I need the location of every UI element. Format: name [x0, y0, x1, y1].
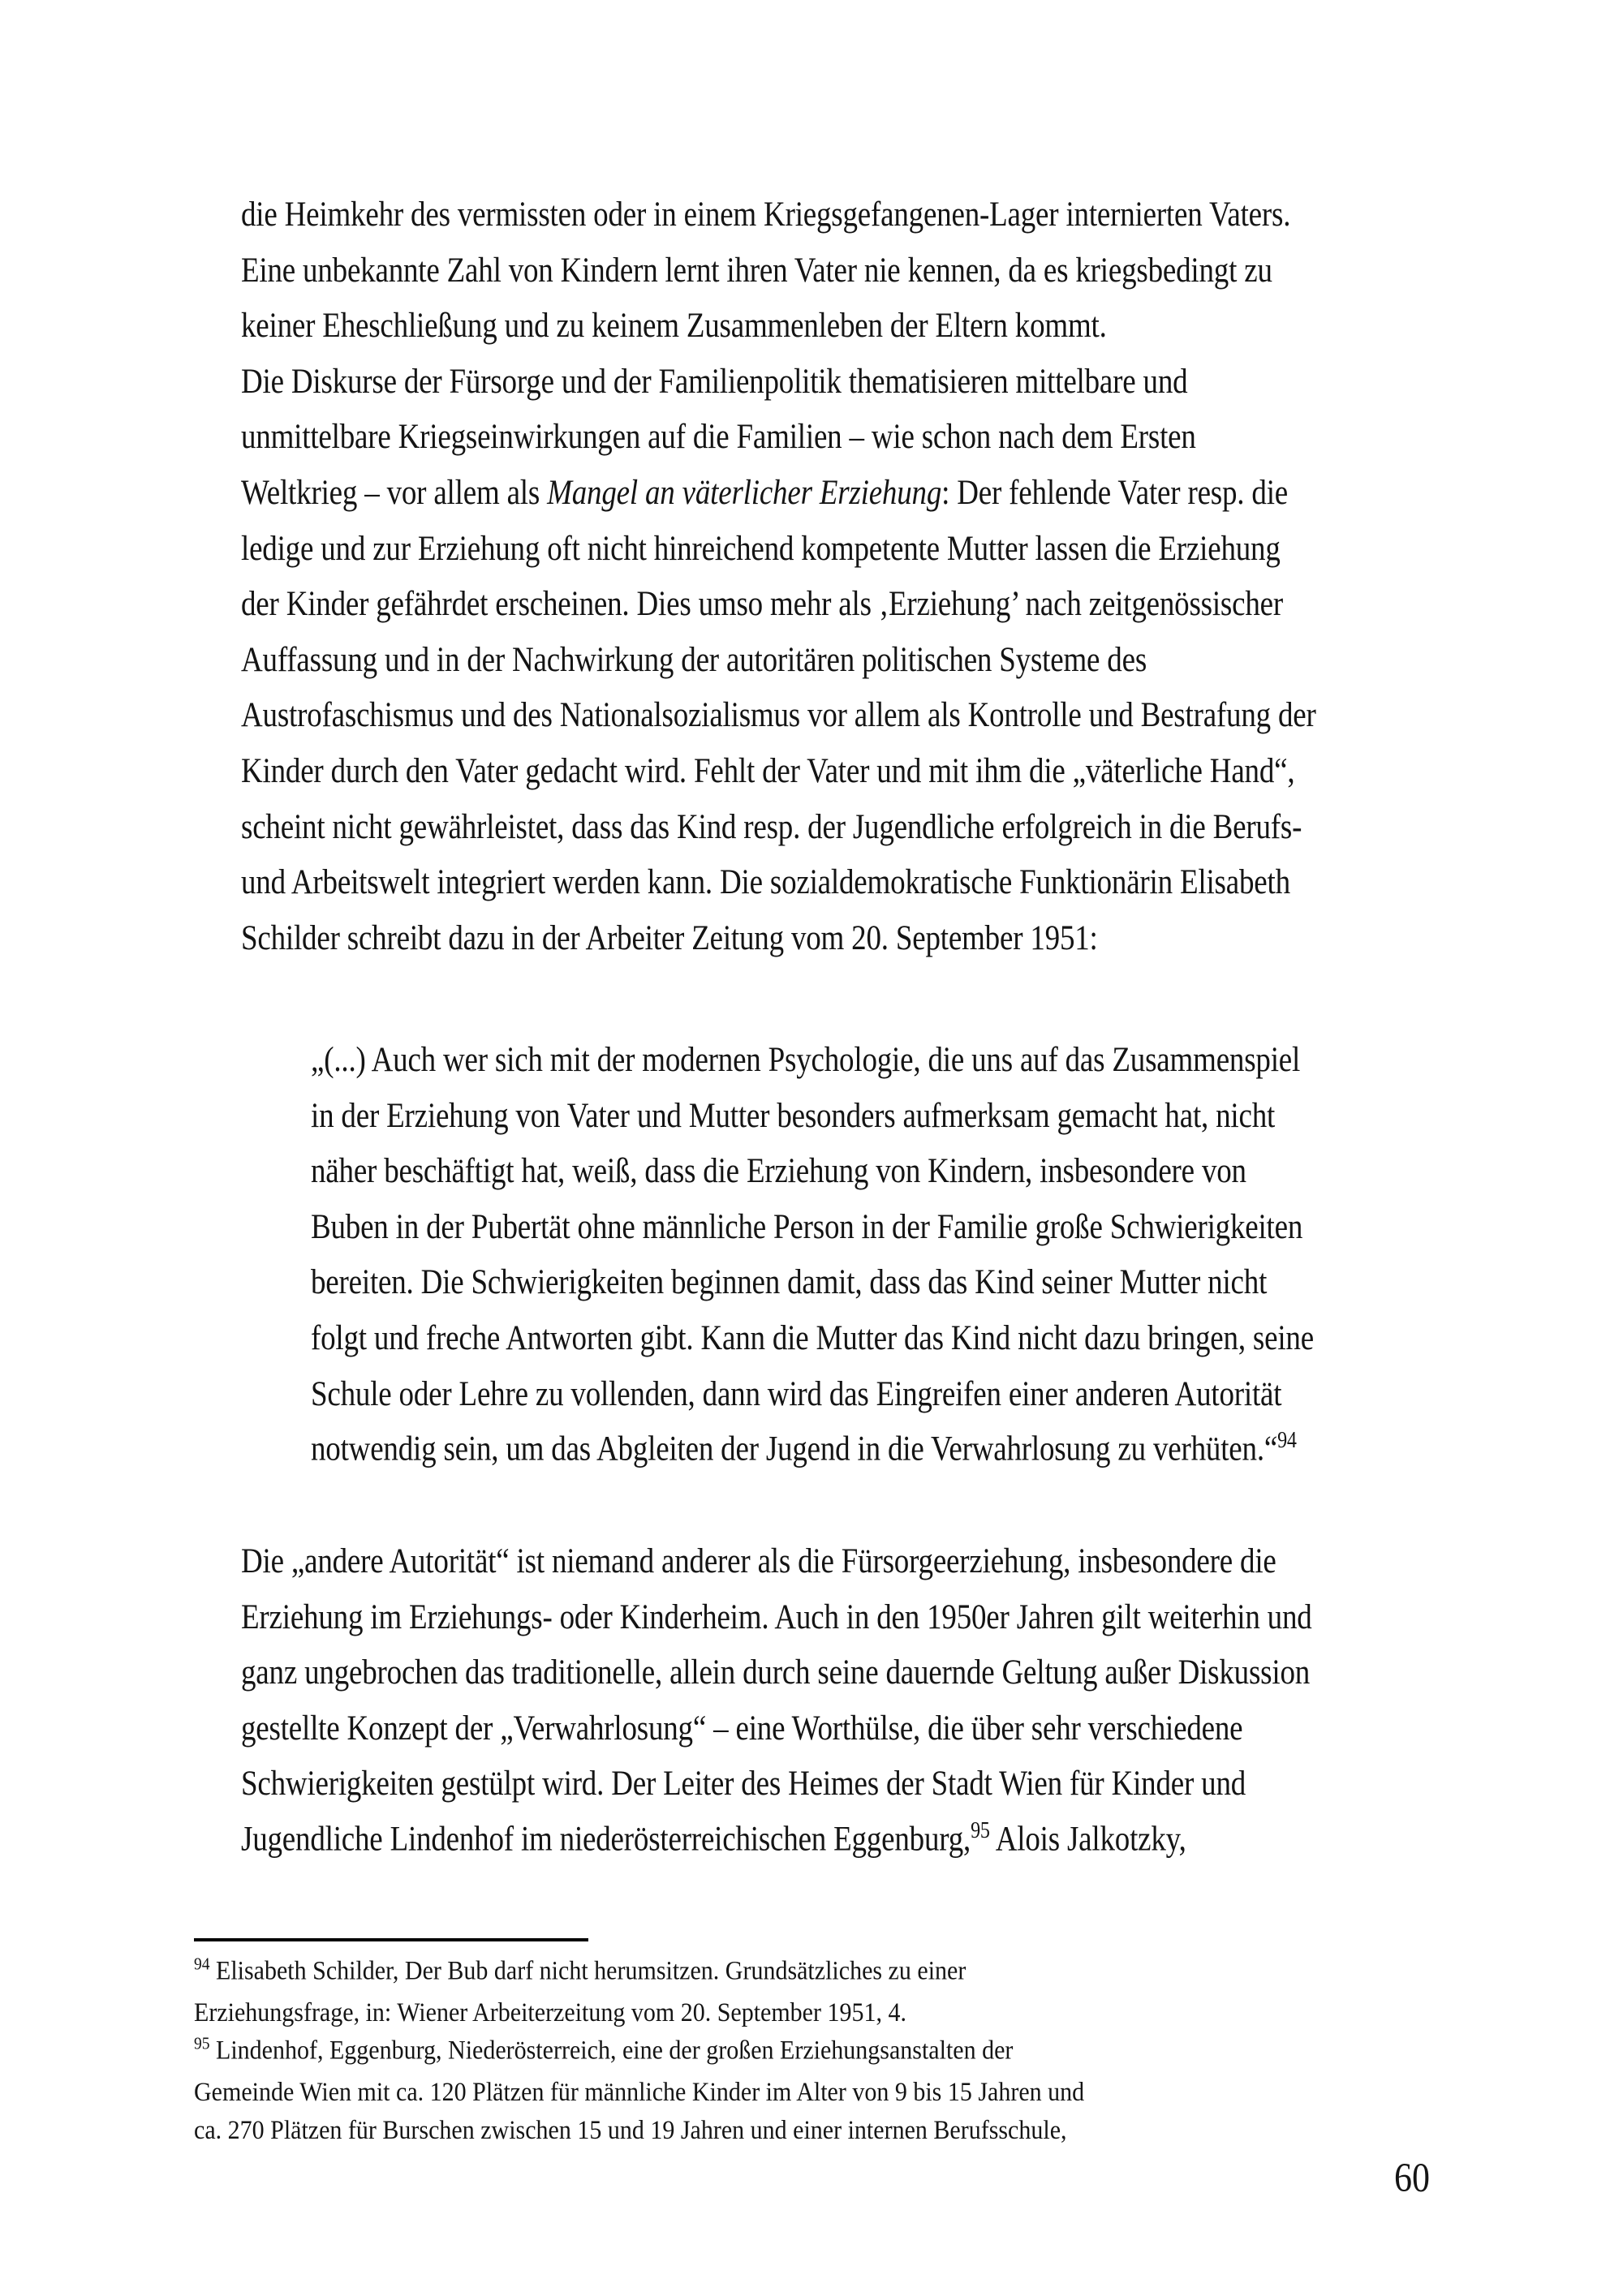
text-run: „(...) Auch wer sich mit der modernen Psychologie, die uns auf das Zusammenspiel — [311, 1040, 1301, 1080]
footnote-95 — [194, 2032, 1460, 2149]
footnote-separator — [194, 1938, 588, 1941]
page-number: 60 — [1394, 2155, 1430, 2201]
block-quote — [311, 1033, 1463, 1481]
body-text-continued — [241, 1534, 1474, 1872]
text-run: Lindenhof, Eggenburg, Niederösterreich, eine der großen Erziehungsanstalten der — [209, 2036, 1014, 2066]
text-line — [311, 1417, 1463, 1487]
paragraph-1 — [241, 187, 1474, 355]
italic-text: Mangel an väterlicher Erziehung — [547, 473, 942, 513]
text-line — [194, 1992, 1460, 2034]
text-line — [194, 1950, 1460, 1995]
text-run: ca. 270 Plätzen für Burschen zwischen 15 und 19 Jahren und einer internen Berufsschule, — [194, 2115, 1067, 2145]
text-run: unmittelbare Kriegseinwirkungen auf die Familien – wie schon nach dem Ersten — [241, 417, 1196, 457]
text-run: Schule oder Lehre zu vollenden, dann wird das Eingreifen einer anderen Autorität — [311, 1374, 1282, 1414]
text-run: Kinder durch den Vater gedacht wird. Fehlt der Vater und mit ihm die „väterliche Hand“, — [241, 751, 1295, 791]
text-run: Erziehung im Erziehungs- oder Kinderheim. Auch in den 1950er Jahren gilt weiterhin und — [241, 1597, 1312, 1637]
text-run: Weltkrieg – vor allem als — [241, 473, 548, 513]
text-run: keiner Eheschließung und zu keinem Zusammenleben der Eltern kommt. — [241, 306, 1107, 346]
text-run: scheint nicht gewährleistet, dass das Kind resp. der Jugendliche erfolgreich in die Berufs- — [241, 806, 1302, 847]
footnotes — [194, 1952, 1460, 2149]
text-run: : Der fehlende Vater resp. die — [941, 473, 1288, 513]
text-run: ganz ungebrochen das traditionelle, allein durch seine dauernde Geltung außer Diskussion — [241, 1653, 1311, 1692]
footnote-ref: 95 — [971, 1818, 990, 1844]
text-run: in der Erziehung von Vater und Mutter besonders aufmerksam gemacht hat, nicht — [311, 1095, 1276, 1136]
text-run: Die „andere Autorität“ ist niemand anderer als die Fürsorgeerziehung, insbesondere die — [241, 1541, 1276, 1581]
text-run: Austrofaschismus und des Nationalsozialismus vor allem als Kontrolle und Bestrafung der — [241, 695, 1316, 735]
text-run: näher beschäftigt hat, weiß, dass die Erziehung von Kindern, insbesondere von — [311, 1151, 1246, 1191]
text-line — [194, 2109, 1460, 2152]
text-run: Schilder schreibt dazu in der Arbeiter Zeitung vom 20. September 1951: — [241, 918, 1098, 958]
text-run: Gemeinde Wien mit ca. 120 Plätzen für männliche Kinder im Alter von 9 bis 15 Jahren und — [194, 2077, 1085, 2107]
text-line — [241, 1807, 1474, 1877]
text-run: bereiten. Die Schwierigkeiten beginnen damit, dass das Kind seiner Mutter nicht — [311, 1262, 1268, 1302]
text-run: Erziehungsfrage, in: Wiener Arbeiterzeitung vom 20. September 1951, 4. — [194, 1997, 906, 2027]
text-run: und Arbeitswelt integriert werden kann. Die sozialdemokratische Funktionärin Elisabeth — [241, 862, 1290, 902]
text-run: der Kinder gefährdet erscheinen. Dies umso mehr als ‚Erziehung’ nach zeitgenössischer — [241, 584, 1283, 624]
text-run: Jugendliche Lindenhof im niederösterreichischen Eggenburg, — [241, 1819, 971, 1860]
text-line — [241, 906, 1474, 972]
body-text — [241, 187, 1474, 966]
text-line — [194, 2071, 1460, 2113]
text-run: Schwierigkeiten gestülpt wird. Der Leiter des Heimes der Stadt Wien für Kinder und — [241, 1764, 1246, 1804]
text-run: Alois Jalkotzky, — [989, 1819, 1186, 1860]
text-run: gestellte Konzept der „Verwahrlosung“ – eine Worthülse, die über sehr verschiedene — [241, 1708, 1243, 1748]
text-run: Die Diskurse der Fürsorge und der Familienpolitik thematisieren mittelbare und — [241, 361, 1188, 402]
text-run: ledige und zur Erziehung oft nicht hinreichend kompetente Mutter lassen die Erziehung — [241, 528, 1281, 569]
footnote-ref: 94 — [1277, 1428, 1297, 1454]
text-run: Eine unbekannte Zahl von Kindern lernt ihren Vater nie kennen, da es kriegsbedingt zu — [241, 250, 1272, 290]
text-line — [194, 2029, 1460, 2075]
text-run: Buben in der Pubertät ohne männliche Person in der Familie große Schwierigkeiten — [311, 1206, 1303, 1247]
text-run: Auffassung und in der Nachwirkung der autoritären politischen Systeme des — [241, 639, 1147, 680]
footnote-94 — [194, 1952, 1460, 2032]
text-run: Elisabeth Schilder, Der Bub darf nicht herumsitzen. Grundsätzliches zu einer — [209, 1956, 966, 1986]
text-run: die Heimkehr des vermissten oder in einem Kriegsgefangenen-Lager internierten Vaters. — [241, 195, 1291, 234]
footnote-ref: 95 — [194, 2035, 210, 2054]
footnote-ref: 94 — [194, 1955, 210, 1975]
text-run: notwendig sein, um das Abgleiten der Jugend in die Verwahrlosung zu verhüten.“ — [311, 1429, 1278, 1469]
text-run: folgt und freche Antworten gibt. Kann die Mutter das Kind nicht dazu bringen, seine — [311, 1318, 1314, 1358]
paragraph-2 — [241, 355, 1474, 967]
